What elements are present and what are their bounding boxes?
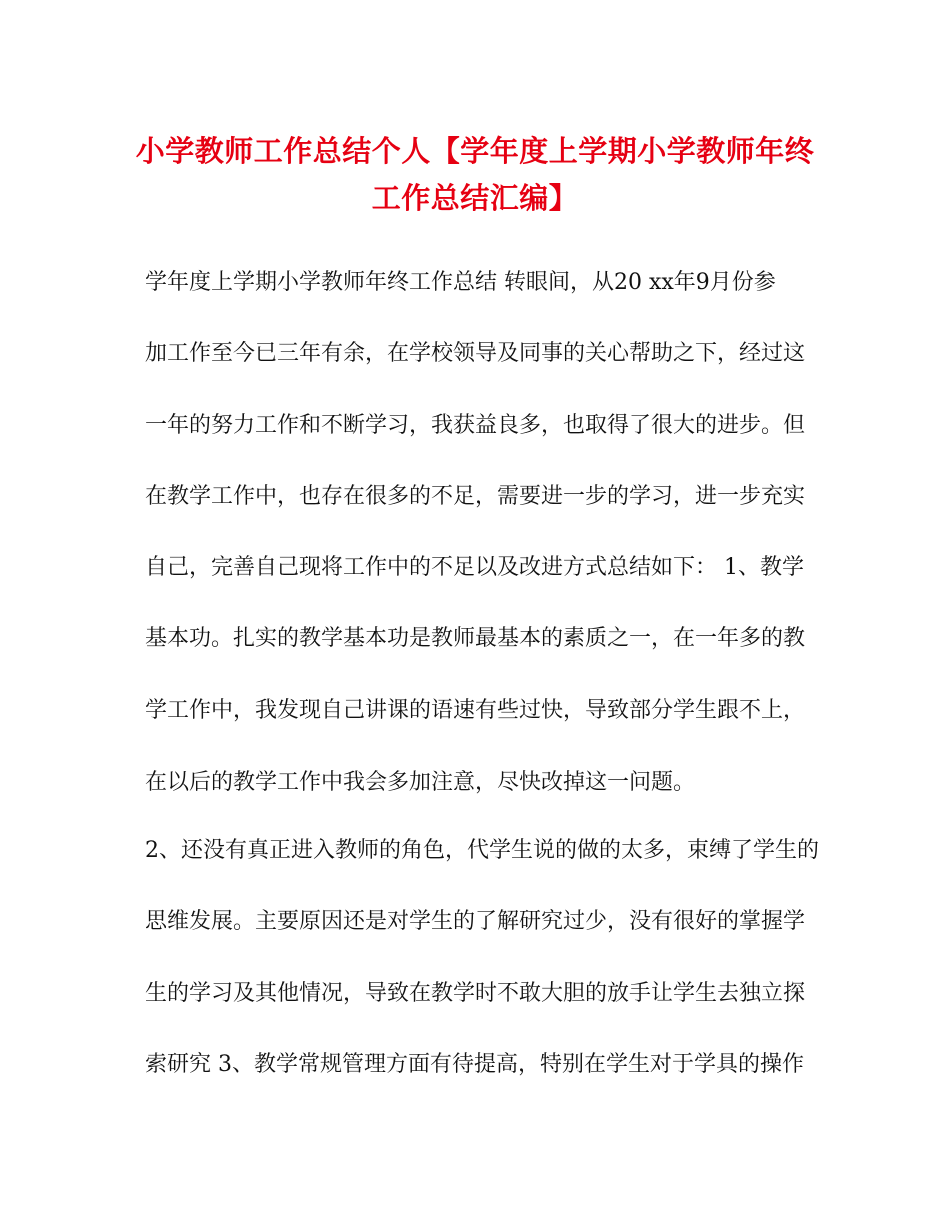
document-title-line-1: 小学教师工作总结个人【学年度上学期小学教师年终 (135, 134, 815, 168)
body-line-11: 生的学习及其他情况，导致在教学时不敢大胆的放手让学生去独立探 (145, 981, 806, 1006)
body-line-5: 自己，完善自己现将工作中的不足以及改进方式总结如下： 1、教学 (145, 555, 804, 580)
body-line-4: 在教学工作中，也存在很多的不足，需要进一步的学习，进一步充实 (145, 484, 806, 509)
body-line-7: 学工作中，我发现自己讲课的语速有些过快，导致部分学生跟不上， (145, 698, 806, 723)
body-line-6: 基本功。扎实的教学基本功是教师最基本的素质之一，在一年多的教 (145, 626, 806, 651)
body-line-9: 2、还没有真正进入教师的角色，代学生说的做的太多，束缚了学生的 (145, 838, 819, 863)
body-line-12: 索研究 3、教学常规管理方面有待提高，特别在学生对于学具的操作 (145, 1052, 804, 1077)
body-line-2: 加工作至今已三年有余，在学校领导及同事的关心帮助之下，经过这 (145, 341, 806, 366)
document-title-line-2: 工作总结汇编】 (371, 181, 579, 215)
body-line-3: 一年的努力工作和不断学习，我获益良多，也取得了很大的进步。但 (145, 413, 806, 438)
body-line-8: 在以后的教学工作中我会多加注意，尽快改掉这一问题。 (145, 770, 696, 795)
body-line-1: 学年度上学期小学教师年终工作总结 转眼间，从20 xx年9月份参 (145, 270, 776, 295)
body-line-10: 思维发展。主要原因还是对学生的了解研究过少，没有很好的掌握学 (145, 909, 806, 934)
